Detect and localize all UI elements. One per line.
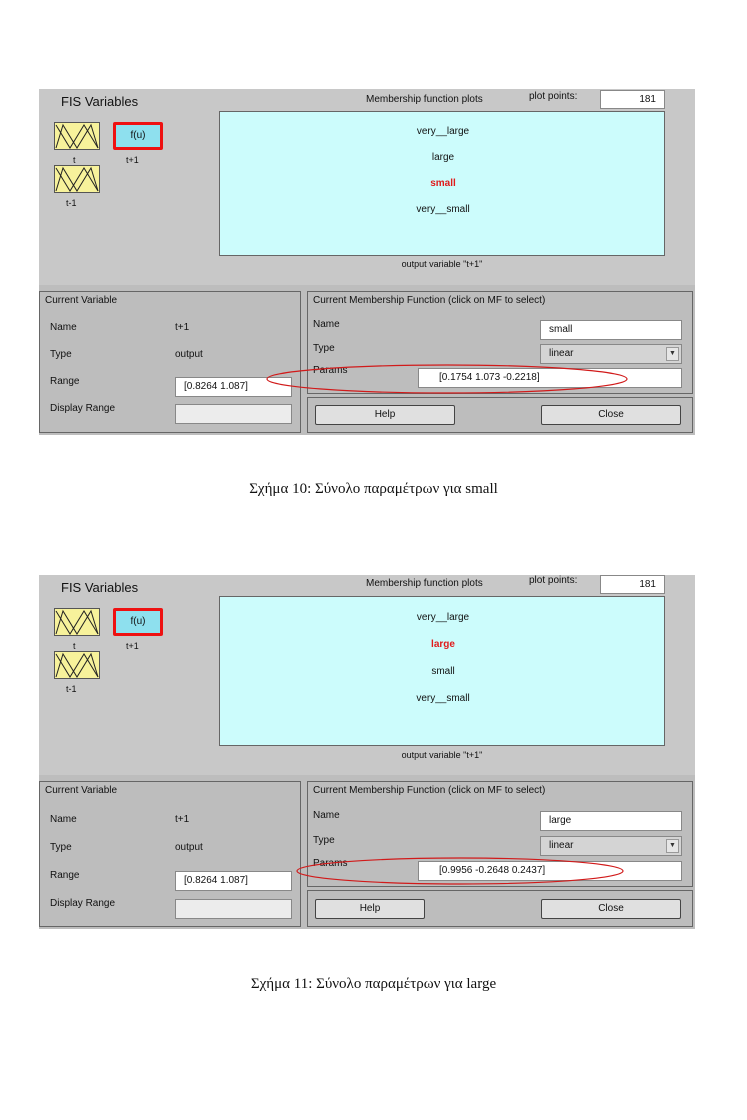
- variable-name-value: t+1: [175, 322, 190, 333]
- range-input[interactable]: [0.8264 1.087]: [175, 871, 292, 891]
- mf-type-dropdown[interactable]: [540, 344, 682, 364]
- type-label: Type: [50, 349, 72, 360]
- mf-type-value: linear: [549, 348, 574, 359]
- current-variable-frame: [39, 781, 301, 927]
- current-mf-title: Current Membership Function (click on MF to select): [313, 295, 546, 306]
- mf-large[interactable]: large: [431, 639, 455, 650]
- properties-area: [39, 285, 695, 435]
- current-mf-title: Current Membership Function (click on MF to select): [313, 785, 546, 796]
- input-t-minus-1-label: t-1: [66, 198, 77, 208]
- current-mf-frame: [307, 781, 693, 887]
- plot-points-label: plot points:: [529, 575, 578, 586]
- mf-name-input[interactable]: small: [540, 320, 682, 340]
- params-input[interactable]: [0.1754 1.073 -0.2218]: [418, 368, 682, 388]
- current-variable-frame: [39, 291, 301, 433]
- fis-variables-title: FIS Variables: [61, 94, 139, 109]
- params-input[interactable]: [0.9956 -0.2648 0.2437]: [418, 861, 682, 881]
- variable-name-value: t+1: [175, 814, 190, 825]
- output-variable-label: output variable "t+1": [401, 259, 483, 269]
- range-label: Range: [50, 376, 80, 387]
- membership-function-plots-title: Membership function plots: [366, 578, 483, 589]
- mf-very-large[interactable]: very__large: [416, 126, 470, 137]
- output-variable-label: output variable "t+1": [401, 750, 483, 760]
- fis-variables-area: [39, 89, 695, 285]
- help-button[interactable]: Help: [315, 405, 455, 425]
- range-label: Range: [50, 870, 80, 881]
- params-label: Params: [313, 365, 348, 376]
- chevron-down-icon: ▼: [666, 347, 679, 361]
- properties-area: [39, 775, 695, 929]
- membership-function-plot[interactable]: [219, 111, 665, 256]
- mf-large[interactable]: large: [431, 152, 455, 163]
- plot-points-label: plot points:: [529, 91, 578, 102]
- mf-name-label: Name: [313, 810, 340, 821]
- mf-very-small[interactable]: very__small: [416, 204, 470, 215]
- plot-points-input[interactable]: 181: [600, 90, 665, 109]
- fis-variables-title: FIS Variables: [61, 580, 139, 595]
- input-t-label: t: [73, 641, 76, 651]
- input-t-minus-1-mf-icon[interactable]: [54, 165, 100, 193]
- close-button[interactable]: Close: [541, 405, 681, 425]
- display-range-input[interactable]: [175, 404, 292, 424]
- input-t-minus-1-mf-icon[interactable]: [54, 651, 100, 679]
- display-range-label: Display Range: [50, 898, 116, 909]
- range-input[interactable]: [0.8264 1.087]: [175, 377, 292, 397]
- output-t-plus-1-label: t+1: [126, 641, 139, 651]
- help-button[interactable]: Help: [315, 899, 425, 919]
- type-label: Type: [50, 842, 72, 853]
- input-t-mf-icon[interactable]: [54, 608, 100, 636]
- display-range-input[interactable]: [175, 899, 292, 919]
- plot-points-input[interactable]: 181: [600, 575, 665, 594]
- input-t-mf-icon[interactable]: [54, 122, 100, 150]
- current-variable-title: Current Variable: [45, 785, 118, 796]
- figure-11-caption: Σχήμα 11: Σύνολο παραμέτρων για large: [250, 976, 497, 992]
- mf-type-value: linear: [549, 840, 574, 851]
- mf-very-small[interactable]: very__small: [416, 693, 470, 704]
- name-label: Name: [50, 322, 77, 333]
- chevron-down-icon: ▼: [666, 839, 679, 853]
- mf-small[interactable]: small: [430, 178, 456, 189]
- figure-10-caption: Σχήμα 10: Σύνολο παραμέτρων για small: [249, 481, 498, 497]
- input-t-label: t: [73, 155, 76, 165]
- variable-type-value: output: [175, 349, 203, 360]
- mf-small[interactable]: small: [431, 666, 455, 677]
- mf-type-dropdown[interactable]: [540, 836, 682, 856]
- variable-type-value: output: [175, 842, 203, 853]
- current-mf-frame: [307, 291, 693, 394]
- buttons-frame: [307, 397, 693, 433]
- mf-type-label: Type: [313, 343, 335, 354]
- mf-name-input[interactable]: large: [540, 811, 682, 831]
- membership-function-plot[interactable]: [219, 596, 665, 746]
- current-variable-title: Current Variable: [45, 295, 118, 306]
- name-label: Name: [50, 814, 77, 825]
- mf-very-large[interactable]: very__large: [416, 612, 470, 623]
- buttons-frame: [307, 890, 693, 927]
- output-t-plus-1-label: t+1: [126, 155, 139, 165]
- params-label: Params: [313, 858, 348, 869]
- display-range-label: Display Range: [50, 403, 116, 414]
- membership-function-plots-title: Membership function plots: [366, 94, 483, 105]
- output-function-icon[interactable]: f(u): [113, 122, 163, 150]
- close-button[interactable]: Close: [541, 899, 681, 919]
- input-t-minus-1-label: t-1: [66, 684, 77, 694]
- output-function-icon[interactable]: f(u): [113, 608, 163, 636]
- mf-type-label: Type: [313, 835, 335, 846]
- fis-editor-panel-1: [39, 89, 695, 435]
- mf-name-label: Name: [313, 319, 340, 330]
- fis-editor-panel-2: [39, 575, 695, 929]
- fis-variables-area: [39, 575, 695, 775]
